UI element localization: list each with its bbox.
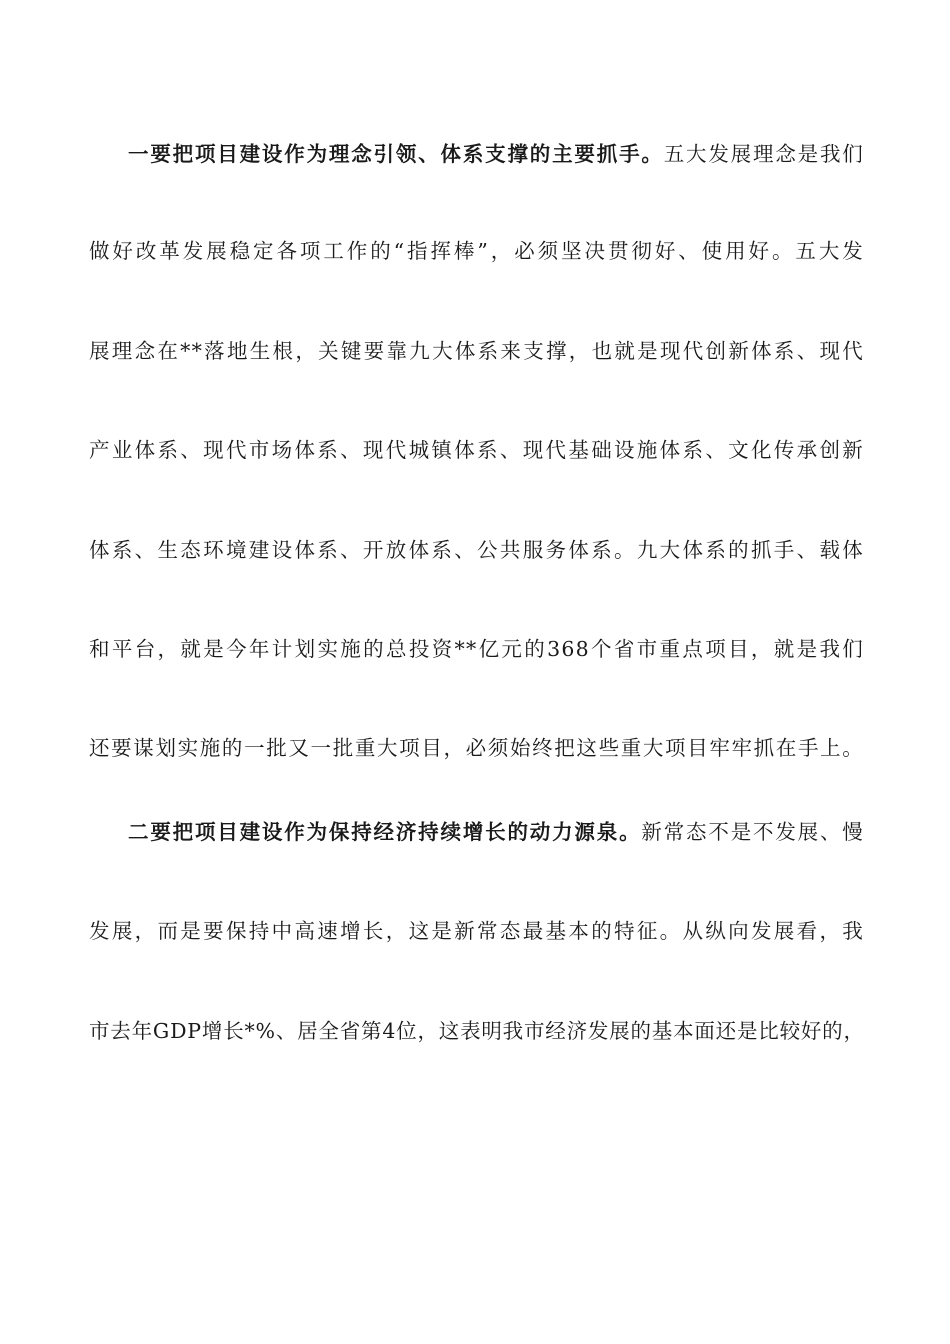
paragraph-2-line-1	[128, 817, 864, 847]
paragraph-1-line-1	[128, 139, 864, 169]
paragraph-2-line-2: 发展，而是要保持中高速增长，这是新常态最基本的特征。从纵向发展看，我	[89, 919, 864, 943]
paragraph-1-line-7: 还要谋划实施的一批又一批重大项目，必须始终把这些重大项目牢牢抓在手上。	[89, 736, 864, 760]
paragraph-1-line-3: 展理念在**落地生根，关键要靠九大体系来支撑，也就是现代创新体系、现代	[89, 339, 864, 363]
paragraph-1-line-1-text: 五大发展理念是我们	[663, 142, 864, 166]
paragraph-1-lead: 一要把项目建设作为理念引领、体系支撑的主要抓手。	[128, 142, 664, 166]
paragraph-2-lead: 二要把项目建设作为保持经济持续增长的动力源泉。	[128, 820, 642, 844]
paragraph-1-line-5: 体系、生态环境建设体系、开放体系、公共服务体系。九大体系的抓手、载体	[89, 538, 864, 562]
paragraph-1-line-4: 产业体系、现代市场体系、现代城镇体系、现代基础设施体系、文化传承创新	[89, 438, 864, 462]
paragraph-2-line-1-text: 新常态不是不发展、慢	[641, 820, 864, 844]
paragraph-1-line-2: 做好改革发展稳定各项工作的“指挥棒”，必须坚决贯彻好、使用好。五大发	[89, 239, 864, 263]
paragraph-1-line-6: 和平台，就是今年计划实施的总投资**亿元的368个省市重点项目，就是我们	[89, 637, 864, 661]
paragraph-2-line-3: 市去年GDP增长*%、居全省第4位，这表明我市经济发展的基本面还是比较好的，	[89, 1019, 865, 1043]
